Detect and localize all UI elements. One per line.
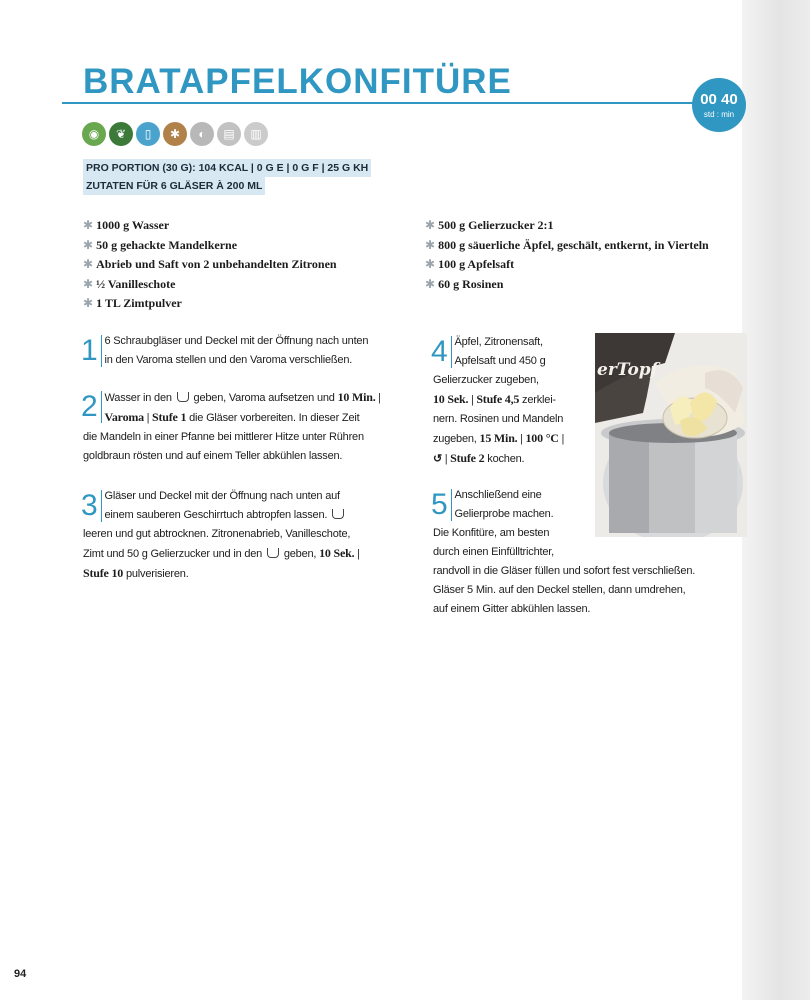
ingredient-item: ✱ 1000 g Wasser	[83, 218, 170, 232]
time-hours: 00	[700, 91, 717, 108]
ingredient-item: ✱ 500 g Gelierzucker 2:1	[425, 218, 554, 232]
lactose-free-icon: ▯	[136, 122, 160, 146]
ingredient-item: ✱ 50 g gehackte Mandelkerne	[83, 237, 238, 252]
star-icon: ✱	[83, 237, 94, 252]
sugar-free-icon: ▥	[244, 122, 268, 146]
title-underline	[62, 102, 702, 104]
time-unit: std : min	[703, 110, 735, 119]
ingredient-item: ✱ 100 g Apfelsaft	[425, 257, 515, 271]
ingredient-item: ✱ 1 TL Zimtpulver	[83, 296, 182, 310]
time-badge	[692, 78, 746, 132]
servings-line: ZUTATEN FÜR 6 GLÄSER À 200 ML	[83, 177, 265, 195]
page-number: 94	[14, 968, 27, 980]
step-5: 5 Anschließend eine Gelierprobe machen. Die Konfitüre, am besten durch einen Einfülltrichter, randvoll in die Gläser füllen und sofort fest verschließen. Gläser 5 Min. auf den Deckel stellen, dann umdrehen, auf einem Gitter abkühlen lassen.	[431, 488, 696, 615]
time-minutes: 40	[721, 91, 738, 108]
ingredient-item: ✱ 800 g säuerliche Äpfel, geschält, entkernt, in Vierteln	[425, 237, 709, 252]
nutrition-line: PRO PORTION (30 G): 104 KCAL | 0 G E | 0 G F | 25 G KH	[83, 159, 371, 177]
step-3: 3 Gläser und Deckel mit der Öffnung nach unten auf einem sauberen Geschirrtuch abtropfen lassen. leeren und gut abtrocknen. Zitronenabrieb, Vanilleschote, Zimt und 50 g Gelierzucker und in den geben, 10 Sek. | Stufe 10 pulverisieren.	[81, 489, 360, 580]
ingredient-item: ✱ ½ Vanilleschote	[83, 276, 176, 291]
time-digits	[692, 91, 746, 108]
step-number: 5	[431, 489, 452, 521]
star-icon: ✱	[83, 276, 94, 291]
step-number: 2	[81, 391, 102, 423]
mixing-bowl-icon	[267, 548, 279, 558]
reverse-rotation-icon: ↺	[433, 453, 443, 465]
star-icon: ✱	[83, 218, 94, 232]
nutrition-info	[83, 159, 371, 195]
step-4: 4 Äpfel, Zitronensaft, Apfelsaft und 450 g Gelierzucker zugeben, 10 Sek. | Stufe 4,5 zerklei- nern. Rosinen und Mandeln zugeben, 15 Min. | 100 °C | ↺ | Stufe 2 kochen.	[431, 335, 565, 465]
star-icon: ✱	[425, 257, 436, 271]
star-icon: ✱	[83, 296, 94, 310]
step-number: 4	[431, 336, 452, 368]
star-icon: ✱	[425, 276, 436, 291]
vegan-icon: ❦	[109, 122, 133, 146]
star-icon: ✱	[425, 237, 436, 252]
recipe-title: BRATAPFELKONFITÜRE	[83, 62, 512, 101]
step-1: 1 6 Schraubgläser und Deckel mit der Öffnung nach unten in den Varoma stellen und den Varoma verschließen.	[81, 334, 369, 367]
recipe-photo	[595, 333, 747, 537]
ingredient-item: ✱ Abrieb und Saft von 2 unbehandelten Zitronen	[83, 257, 337, 271]
mixing-bowl-icon	[177, 392, 189, 402]
page-gutter-shadow	[742, 0, 810, 1000]
ingredient-list-right	[425, 216, 709, 294]
photo-brand-text: erTopf	[597, 360, 659, 380]
step-number: 3	[81, 490, 102, 522]
ingredient-list-left	[83, 216, 337, 314]
low-fat-icon: ▤	[217, 122, 241, 146]
star-icon: ✱	[83, 257, 94, 271]
low-carb-icon: ◐	[190, 122, 214, 146]
gluten-free-icon: ✱	[163, 122, 187, 146]
step-number: 1	[81, 335, 102, 367]
mixing-bowl-icon	[332, 509, 344, 519]
vegetarian-icon: ◉	[82, 122, 106, 146]
star-icon: ✱	[425, 218, 436, 232]
step-2: 2 Wasser in den geben, Varoma aufsetzen und 10 Min. | Varoma | Stufe 1 die Gläser vorbereiten. In dieser Zeit die Mandeln in einer Pfanne bei mittlerer Hitze unter Rühren goldbraun rösten und auf einem Teller abkühlen lassen.	[81, 390, 381, 462]
photo-illustration	[595, 333, 747, 537]
ingredient-item: ✱ 60 g Rosinen	[425, 276, 504, 291]
